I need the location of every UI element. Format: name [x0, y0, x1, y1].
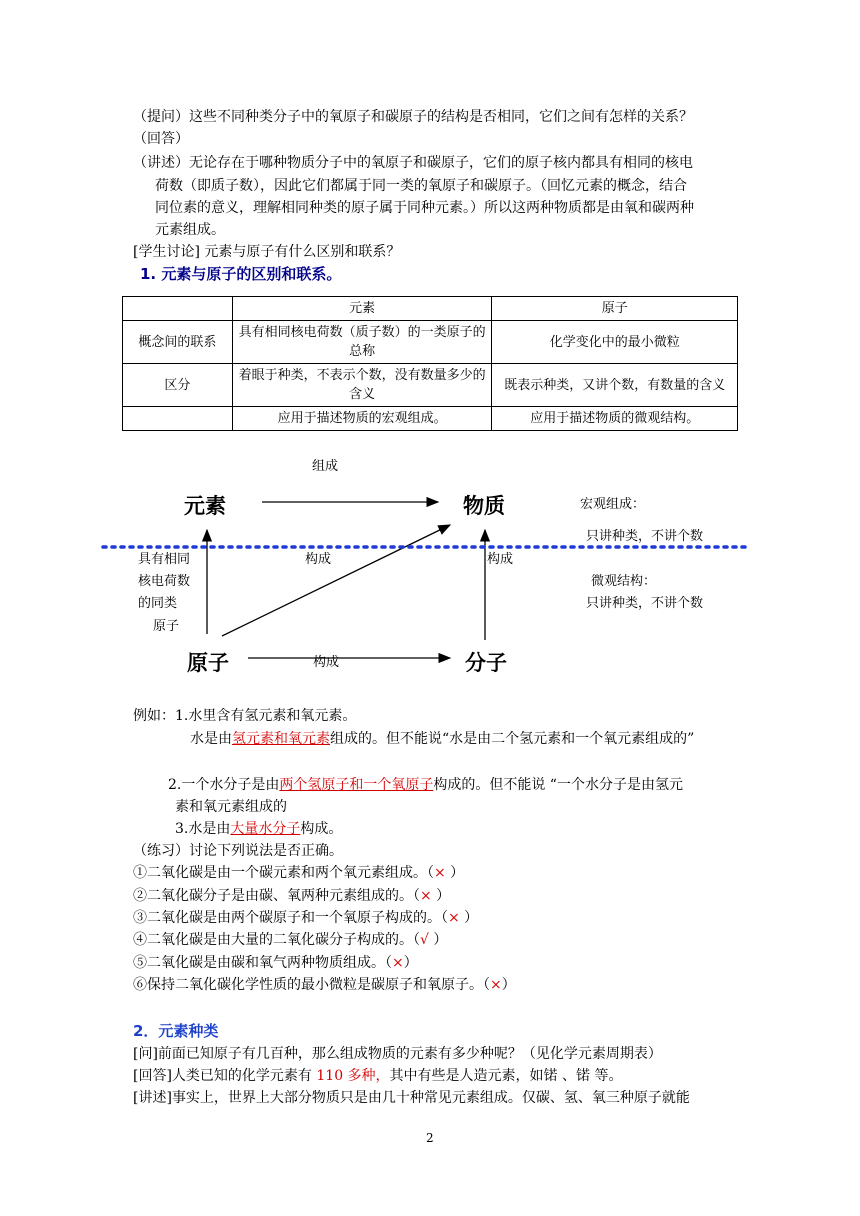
table-cell: 应用于描述物质的微观结构。 — [492, 407, 738, 431]
diagram-label-constitute-bottom: 构成 — [313, 655, 340, 670]
table-cell: 着眼于种类，不表示个数，没有数量多少的含义 — [232, 364, 492, 407]
lecture-line-2: 荷数（即质子数），因此它们都属于同一类的氧原子和碳原子。（回忆元素的概念，结合 — [155, 178, 687, 194]
arrow-atom-to-substance — [222, 525, 450, 636]
diagram-node-molecule: 分子 — [465, 651, 507, 675]
table-cell: 概念间的联系 — [123, 321, 233, 364]
answer-line: （回答） — [133, 131, 189, 147]
lecture-line-1: （讲述）无论存在于哪种物质分子中的氧原子和碳原子，它们的原子核内都具有相同的核电 — [133, 155, 693, 171]
element-atom-table — [122, 296, 738, 431]
lecture-line-3: 同位素的意义，理解相同种类的原子属于同种元素。）所以这两种物质都是由氧和碳两种 — [155, 200, 694, 216]
example-intro: 例如：1.水里含有氢元素和氧元素。 — [133, 708, 357, 724]
diagram-left-note-2: 核电荷数 — [138, 574, 191, 589]
diagram-micro-desc: 只讲种类，不讲个数 — [586, 596, 704, 611]
diagram-left-note-1: 具有相同 — [138, 552, 191, 567]
lecture-line-4: 元素组成。 — [155, 222, 225, 238]
example-1: 水是由氢元素和氧元素组成的。但不能说“水是由二个氢元素和一个氧元素组成的” — [190, 731, 695, 747]
section-2-answer: [回答]人类已知的化学元素有 110 多种，其中有些是人造元素，如锘 、锘 等。 — [133, 1068, 623, 1084]
table-cell: 具有相同核电荷数（质子数）的一类原子的总称 — [232, 321, 492, 364]
table-cell — [123, 297, 233, 321]
diagram-left-note-3: 的同类 — [138, 596, 178, 611]
section-2-question: [问]前面已知原子有几百种，那么组成物质的元素有多少种呢？（见化学元素周期表） — [133, 1046, 662, 1062]
diagram-macro-title: 宏观组成： — [580, 497, 646, 512]
practice-item-3: ③二氧化碳是由两个碳原子和一个氧原子构成的。（× ） — [133, 910, 479, 926]
table-cell: 原子 — [492, 297, 738, 321]
table-header-row — [123, 297, 738, 321]
table-cell: 化学变化中的最小微粒 — [492, 321, 738, 364]
diagram-micro-title: 微观结构： — [591, 574, 657, 589]
table-cell: 应用于描述物质的宏观组成。 — [232, 407, 492, 431]
section-2-lecture: [讲述]事实上，世界上大部分物质只是由几十种常见元素组成。仅碳、氢、氧三种原子就能 — [133, 1090, 690, 1106]
section-2-title: 2．元素种类 — [133, 1022, 219, 1040]
table-cell: 区分 — [123, 364, 233, 407]
section-1-title: 1. 元素与原子的区别和联系。 — [140, 265, 342, 283]
practice-item-5: ⑤二氧化碳是由碳和氧气两种物质组成。（×） — [133, 955, 418, 971]
example-3: 3.水是由大量水分子构成。 — [175, 821, 343, 837]
practice-item-2: ②二氧化碳分子是由碳、氧两种元素组成的。（× ） — [133, 888, 451, 904]
example-2-cont: 素和氧元素组成的 — [175, 799, 287, 815]
practice-item-4: ④二氧化碳是由大量的二氧化碳分子构成的。（√ ） — [133, 932, 448, 948]
table-cell — [123, 407, 233, 431]
diagram-label-constitute-mid: 构成 — [305, 552, 332, 567]
diagram-node-element: 元素 — [184, 494, 226, 518]
diagram-node-substance: 物质 — [463, 494, 505, 518]
table-row — [123, 364, 738, 407]
discussion-line: [学生讨论] 元素与原子有什么区别和联系？ — [133, 244, 401, 260]
page-number: 2 — [426, 1131, 434, 1145]
concept-diagram — [0, 440, 860, 690]
diagram-label-compose: 组成 — [312, 459, 339, 474]
practice-item-1: ①二氧化碳是由一个碳元素和两个氧元素组成。（× ） — [133, 865, 465, 881]
example-2: 2.一个水分子是由两个氢原子和一个氧原子构成的。但不能说 “一个水分子是由氢元 — [168, 777, 683, 793]
question-line: （提问）这些不同种类分子中的氧原子和碳原子的结构是否相同，它们之间有怎样的关系？ — [133, 109, 693, 125]
table-cell: 元素 — [232, 297, 492, 321]
table-row — [123, 321, 738, 364]
practice-item-6: ⑥保持二氧化碳化学性质的最小微粒是碳原子和氧原子。（×） — [133, 977, 516, 993]
practice-title: （练习）讨论下列说法是否正确。 — [133, 843, 343, 859]
diagram-left-note-4: 原子 — [153, 619, 180, 634]
table-row — [123, 407, 738, 431]
table-cell: 既表示种类，又讲个数，有数量的含义 — [492, 364, 738, 407]
diagram-label-constitute-right: 构成 — [487, 552, 514, 567]
diagram-node-atom: 原子 — [187, 651, 229, 675]
diagram-macro-desc: 只讲种类，不讲个数 — [586, 529, 704, 544]
